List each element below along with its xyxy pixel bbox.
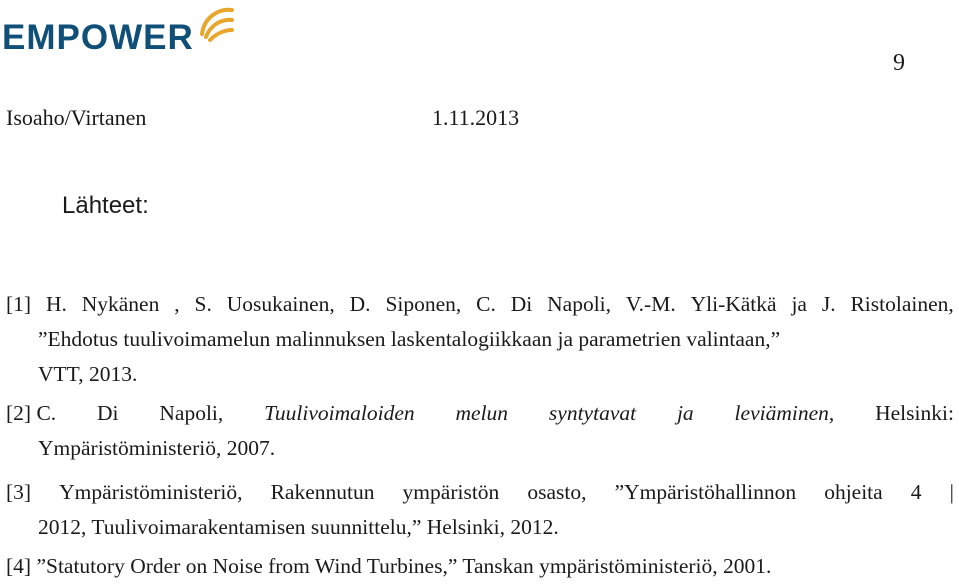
reference-2 [6,396,954,466]
ref-word: ohjeita [824,480,883,504]
ref-title-word: leviäminen, [734,401,835,425]
reference-4 [6,549,954,584]
ref-word: C. [476,292,496,316]
ref-word: Uosukainen, [226,292,335,316]
empower-logo [2,4,242,57]
reference-1-line-3: VTT, 2013. [38,362,138,386]
ref-word: Di [97,401,119,425]
ref-word: Helsinki: [875,401,954,425]
reference-1-line-1 [6,287,954,322]
reference-4-line-1: [4] ”Statutory Order on Noise from Wind Turbines,” Tanskan ympäristöministeriö, 2001. [6,554,772,578]
reference-3-line-1 [6,475,954,510]
ref-word: Siponen, [385,292,462,316]
ref-word: Nykänen [81,292,160,316]
ref-word: H. [45,292,67,316]
ref-word: Ympäristöministeriö, [59,480,243,504]
ref-word: ja [791,292,807,316]
ref-word: [3] [6,480,32,504]
ref-word: , [174,292,180,316]
reference-1 [6,287,954,392]
logo-wordmark: EMPOWER [2,18,194,57]
ref-title-word: ja [676,401,694,425]
ref-word: ympäristön [402,480,500,504]
page-number: 9 [893,50,905,76]
ref-title-word: melun [455,401,509,425]
ref-word: Napoli, [159,401,224,425]
ref-word: Ristolainen, [850,292,954,316]
ref-word: Yli-Kätkä [690,292,777,316]
ref-title-word: syntytavat [548,401,637,425]
ref-word: [2] C. [6,401,57,425]
ref-word: Napoli, [547,292,612,316]
header-date: 1.11.2013 [432,105,520,130]
logo-swirl-icon [196,4,236,42]
reference-1-line-2: ”Ehdotus tuulivoimamelun malinnuksen laskentalogiikkaan ja parametrien valintaan,” [38,327,781,351]
reference-3 [6,475,954,545]
reference-3-line-2: 2012, Tuulivoimarakentamisen suunnittelu,” Helsinki, 2012. [38,515,559,539]
ref-word: Rakennutun [270,480,375,504]
ref-word: J. [821,292,836,316]
section-title: Lähteet: [62,192,149,219]
ref-word: 4 [910,480,922,504]
ref-word: V.-M. [625,292,676,316]
ref-word: D. [349,292,371,316]
header-author: Isoaho/Virtanen [6,105,147,130]
reference-2-line-2: Ympäristöministeriö, 2007. [38,436,276,460]
ref-word: [1] [6,292,32,316]
ref-word: osasto, [527,480,587,504]
ref-title-word: Tuulivoimaloiden [264,401,415,425]
ref-word: ”Ympäristöhallinnon [614,480,797,504]
ref-word: S. [194,292,212,316]
ref-word: | [949,480,954,504]
reference-2-line-1 [6,396,954,431]
ref-word: Di [510,292,533,316]
